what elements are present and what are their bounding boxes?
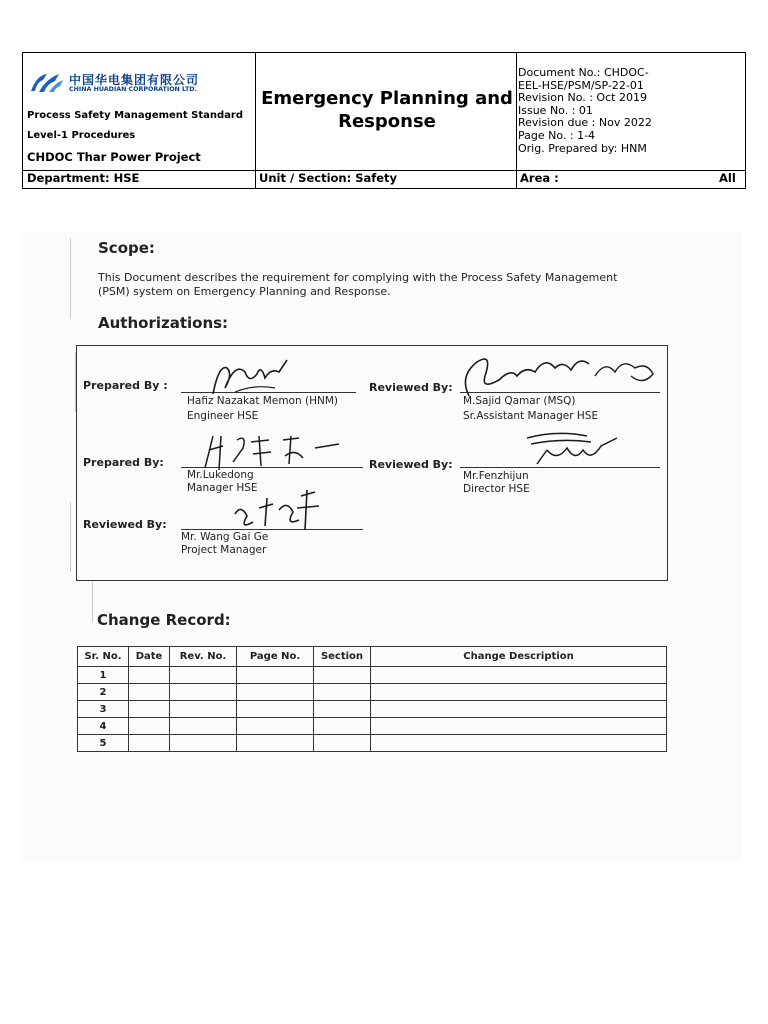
sr-no-cell: 5 (78, 735, 129, 752)
reviewed-by-label: Reviewed By: (369, 458, 453, 471)
change-record-heading: Change Record: (97, 611, 231, 629)
area-label: Area : (520, 171, 559, 185)
column-header: Change Description (371, 647, 667, 667)
sr-no-cell: 2 (78, 684, 129, 701)
reviewer-name: Mr. Wang Gai Ge (181, 531, 269, 543)
table-cell (314, 701, 371, 718)
table-cell (237, 718, 314, 735)
sr-no-cell: 4 (78, 718, 129, 735)
table-cell (129, 667, 170, 684)
logo-chinese-name: 中国华电集团有限公司 (69, 73, 200, 87)
table-cell (129, 718, 170, 735)
procedure-level: Level-1 Procedures (27, 130, 136, 141)
column-header: Sr. No. (78, 647, 129, 667)
standard-name: Process Safety Management Standard (27, 110, 244, 121)
sr-no-cell: 3 (78, 701, 129, 718)
table-row (78, 684, 667, 701)
company-logo-icon (29, 71, 65, 95)
signature-wang-gai-ge (227, 486, 327, 536)
table-cell (314, 667, 371, 684)
table-cell (170, 735, 237, 752)
column-header: Rev. No. (170, 647, 237, 667)
preparer-name: Mr.Lukedong (187, 469, 254, 481)
project-name: CHDOC Thar Power Project (27, 150, 201, 164)
table-cell (237, 735, 314, 752)
table-cell (371, 667, 667, 684)
scan-artifact (92, 582, 93, 622)
page-number: Page No. : 1-4 (518, 128, 596, 142)
table-header-row (78, 647, 667, 667)
table-row (78, 701, 667, 718)
revision-due: Revision due : Nov 2022 (518, 116, 652, 130)
signature-fenzhijun (517, 428, 627, 468)
table-cell (129, 735, 170, 752)
document-number: Document No.: CHDOC- (518, 66, 649, 79)
document-title: Emergency Planning and Response (261, 88, 513, 132)
reviewed-by-label: Reviewed By: (83, 518, 167, 531)
table-cell (237, 684, 314, 701)
table-cell (170, 701, 237, 718)
reviewer-title: Director HSE (463, 483, 530, 495)
reviewer-name: M.Sajid Qamar (MSQ) (463, 395, 576, 407)
table-cell (371, 718, 667, 735)
scope-text-line2: (PSM) system on Emergency Planning and Response. (98, 285, 391, 298)
column-header: Page No. (237, 647, 314, 667)
revision-number: Revision No. : Oct 2019 (518, 91, 647, 105)
preparer-name: Hafiz Nazakat Memon (HNM) (187, 395, 338, 407)
document-number-cont: EEL-HSE/PSM/SP-22-01 (518, 78, 644, 92)
table-cell (314, 735, 371, 752)
company-logo (29, 71, 204, 97)
prepared-by-label: Prepared By: (83, 456, 164, 469)
table-row (78, 718, 667, 735)
logo-english-name: CHINA HUADIAN CORPORATION LTD. (69, 86, 197, 93)
scope-heading: Scope: (98, 239, 155, 257)
reviewer-name: Mr.Fenzhijun (463, 470, 529, 482)
column-header: Date (129, 647, 170, 667)
scanned-approval-page (20, 232, 742, 862)
table-cell (371, 684, 667, 701)
scope-text-line1: This Document describes the requirement for complying with the Process Safety Management (98, 271, 618, 284)
change-record-table (77, 646, 667, 752)
document-control-info (518, 67, 744, 155)
table-cell (129, 701, 170, 718)
table-cell (170, 667, 237, 684)
area-value: All (719, 171, 736, 185)
authorizations-heading: Authorizations: (98, 314, 229, 332)
table-cell (237, 667, 314, 684)
scan-artifact (70, 238, 71, 318)
original-preparer: Orig. Prepared by: HNM (518, 141, 647, 155)
table-cell (170, 718, 237, 735)
prepared-by-label: Prepared By : (83, 379, 168, 392)
table-row (78, 667, 667, 684)
reviewed-by-label: Reviewed By: (369, 381, 453, 394)
issue-number: Issue No. : 01 (518, 103, 593, 117)
reviewer-title: Sr.Assistant Manager HSE (463, 410, 599, 422)
table-cell (371, 701, 667, 718)
sr-no-cell: 1 (78, 667, 129, 684)
table-cell (129, 684, 170, 701)
table-cell (170, 684, 237, 701)
document-header (22, 52, 746, 189)
table-row (78, 735, 667, 752)
reviewer-title: Project Manager (181, 544, 267, 556)
authorizations-box (76, 345, 668, 581)
table-cell (314, 718, 371, 735)
preparer-title: Engineer HSE (187, 410, 259, 422)
table-cell (237, 701, 314, 718)
signature-lukedong (199, 430, 349, 474)
unit-section: Unit / Section: Safety (259, 171, 398, 185)
scan-artifact (70, 502, 71, 572)
table-cell (371, 735, 667, 752)
department: Department: HSE (27, 171, 140, 185)
preparer-title: Manager HSE (187, 482, 258, 494)
table-cell (314, 684, 371, 701)
column-header: Section (314, 647, 371, 667)
